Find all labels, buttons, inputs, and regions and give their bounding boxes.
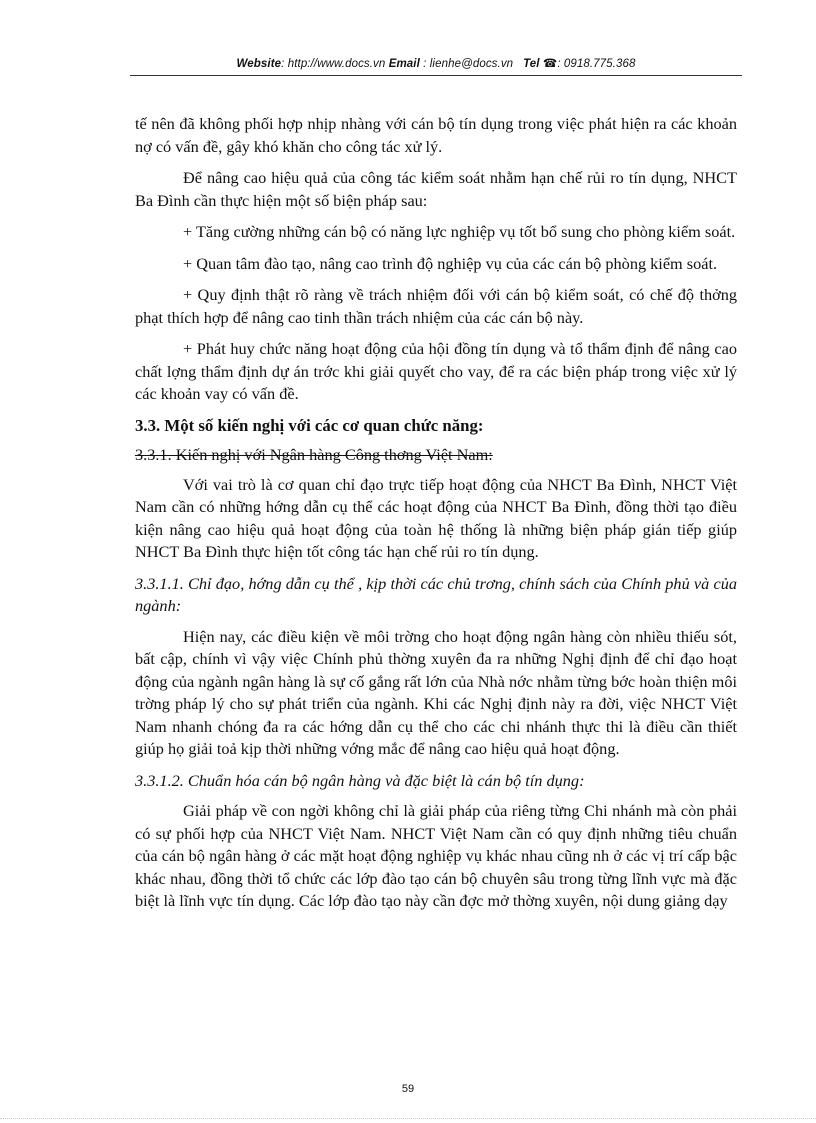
email-value: : lienhe@docs.vn — [419, 58, 514, 70]
paragraph: Hiện nay, các điều kiện về môi trờng cho hoạt động ngân hàng còn nhiều thiếu sót, bất cập, chính vì vậy việc Chính phủ thờng xuyên đa ra những Nghị định để chỉ đạo hoạt động của ngành ngân hàng là sự cố gắng rất lớn của Nhà nớc nhằm từng bớc hoàn thiện môi trờng pháp lý cho sự phát triển của ngành. Khi các Nghị định này ra đời, việc NHCT Việt Nam nhanh chóng đa ra các hớng dẫn cụ thể cho các chi nhánh thực thi là điều cần thiết giúp họ giải toả kịp thời những vớng mắc để nâng cao hiệu quả hoạt động. — [135, 626, 737, 758]
paragraph: Giải pháp về con ngời không chỉ là giải pháp của riêng từng Chi nhánh mà còn phải có sự phối hợp của NHCT Việt Nam. NHCT Việt Nam cần có quy định những tiêu chuẩn của cán bộ ngân hàng ở các mặt hoạt động nghiệp vụ khác nhau cũng nh ở các vị trí cấp bậc khác nhau, đồng thời tổ chức các lớp đào tạo cán bộ chuyên sâu trong từng lĩnh vực mà đặc biệt là lĩnh vực tín dụng. Các lớp đào tạo này cần đợc mở thờng xuyên, nội dung giảng dạy — [135, 801, 737, 910]
list-item: + Quy định thật rõ ràng về trách nhiệm đối với cán bộ kiểm soát, có chế độ thởng phạt thích hợp để nâng cao tinh thần trách nhiệm của các cán bộ này. — [135, 285, 737, 327]
section-heading-3-3-1-1: 3.3.1.1. Chỉ đạo, hớng dẫn cụ thể , kịp thời các chủ trơng, chính sách của Chính phủ và của ngành: — [135, 573, 737, 615]
section-heading-3-3-1-2: 3.3.1.2. Chuẩn hóa cán bộ ngân hàng và đặc biệt là cán bộ tín dụng: — [135, 770, 585, 790]
phone-icon: ☎ — [542, 58, 558, 70]
paragraph: Để nâng cao hiệu quả của công tác kiểm soát nhằm hạn chế rủi ro tín dụng, NHCT Ba Đình cần thực hiện một số biện pháp sau: — [135, 168, 737, 210]
page-header — [130, 56, 742, 70]
email-label: Email — [388, 58, 420, 70]
section-heading-3-3-1: 3.3.1. Kiến nghị với Ngân hàng Công thơng Việt Nam: — [135, 445, 493, 464]
website-value: : http://www.docs.vn — [281, 58, 386, 70]
page-number: 59 — [401, 1083, 415, 1095]
section-heading-3-3: 3.3. Một số kiến nghị với các cơ quan chức năng: — [135, 415, 484, 435]
paragraph: tế nên đã không phối hợp nhịp nhàng với cán bộ tín dụng trong việc phát hiện ra các khoản nợ có vấn đề, gây khó khăn cho công tác xử lý. — [135, 114, 737, 156]
website-label: Website — [236, 58, 282, 70]
tel-value: : 0918.775.368 — [557, 58, 636, 70]
tel-label: Tel — [523, 58, 540, 70]
header-divider — [130, 75, 742, 76]
list-item: + Quan tâm đào tạo, nâng cao trình độ nghiệp vụ của các cán bộ phòng kiểm soát. — [183, 253, 718, 273]
document-body — [135, 113, 737, 922]
list-item: + Tăng cường những cán bộ có năng lực nghiệp vụ tốt bổ sung cho phòng kiểm soát. — [183, 222, 736, 241]
page-bottom-divider — [0, 1118, 816, 1119]
list-item: + Phát huy chức năng hoạt động của hội đồng tín dụng và tổ thẩm định để nâng cao chất lợng thẩm định dự án trớc khi giải quyết cho vay, để ra các biện pháp trong việc xử lý các khoản vay có vấn đề. — [135, 339, 737, 403]
paragraph: Với vai trò là cơ quan chỉ đạo trực tiếp hoạt động của NHCT Ba Đình, NHCT Việt Nam cần có những hớng dẫn cụ thể các hoạt động của NHCT Ba Đình, đồng thời tạo điều kiện nâng cao hiệu quả hoạt động của toàn hệ thống là những biện pháp gián tiếp giúp NHCT Ba Đình thực hiện tốt công tác hạn chế rủi ro tín dụng. — [135, 474, 737, 561]
